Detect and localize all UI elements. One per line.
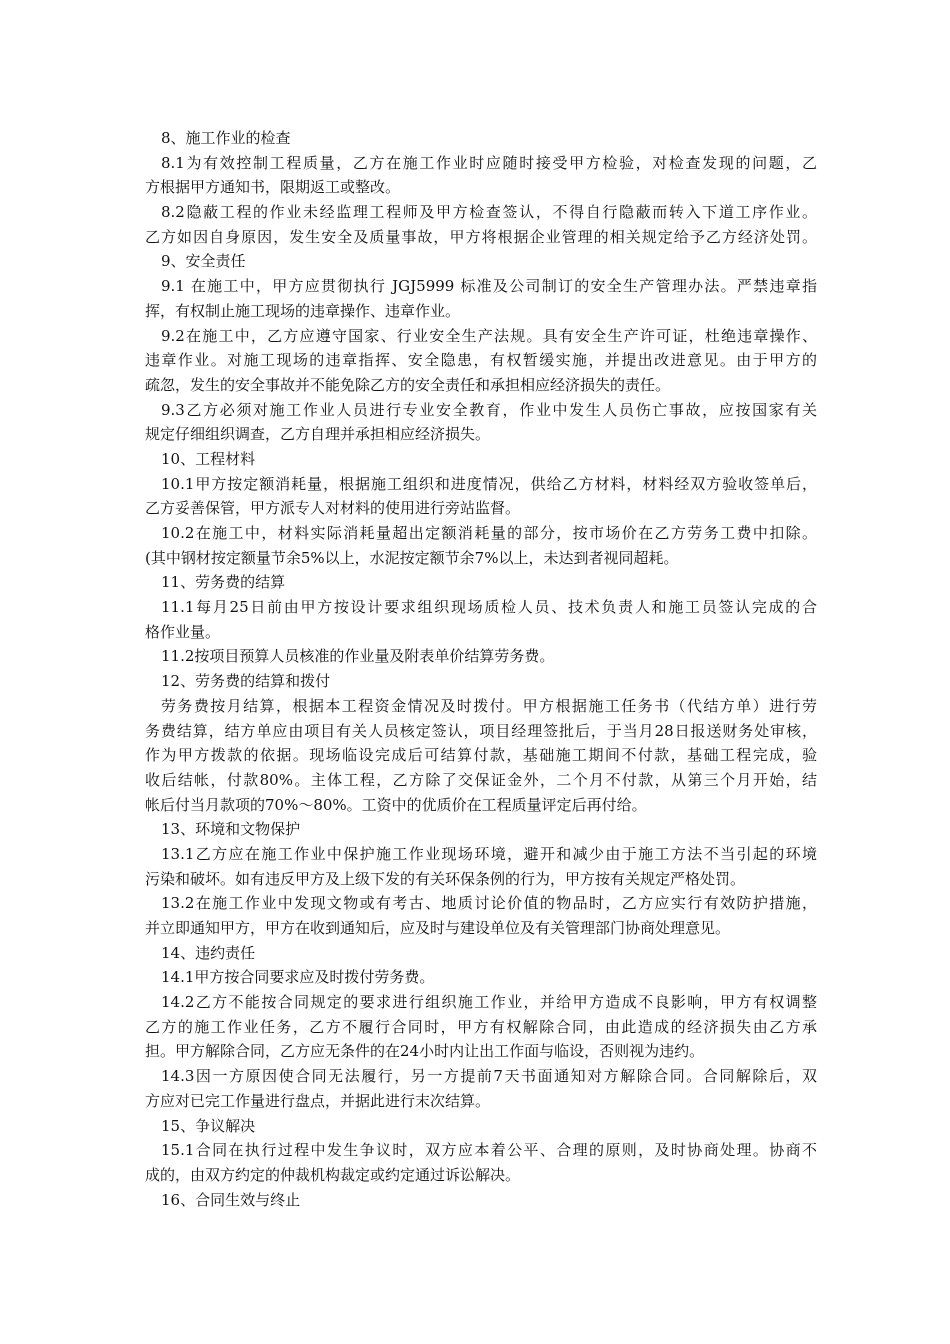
text-line: 疏忽，发生的安全事故并不能免除乙方的安全责任和承担相应经济损失的责任。 [145,375,671,394]
text-line: 9、安全责任 [161,252,246,271]
text-line: 16、合同生效与终止 [161,1190,301,1209]
text-line: 帐后付当月款项的70%～80%。工资中的优质价在工程质量评定后再付给。 [145,795,647,814]
text-line: 15.1合同在执行过程中发生争议时，双方应本着公平、合理的原则，及时协商处理。协商不 [161,1141,817,1160]
text-line: 并立即通知甲方，甲方在收到通知后，应及时与建设单位及有关管理部门协商处理意见。 [145,919,731,937]
text-line: 成的，由双方约定的仲裁机构裁定或约定通过诉讼解决。 [145,1165,521,1184]
text-line: 11、劳务费的结算 [161,573,286,592]
text-line: 8.2隐蔽工程的作业未经监理工程师及甲方检查签认，不得自行隐蔽而转入下道工序作业。 [161,203,817,222]
text-line: 9.2在施工中，乙方应遵守国家、行业安全生产法规。具有安全生产许可证，杜绝违章操作、 [161,326,817,345]
text-line: 方根据甲方通知书，限期返工或整改。 [145,178,401,197]
text-line: 方应对已完工作量进行盘点，并据此进行末次结算。 [145,1091,491,1110]
text-line: 挥，有权制止施工现场的违章操作、违章作业。 [145,301,461,320]
text-line: 14、违约责任 [161,943,256,962]
document-page [145,126,817,1212]
text-line: 8、施工作业的检查 [161,129,291,147]
text-line: 担。甲方解除合同，乙方应无条件的在24小时内让出工作面与临设，否则视为违约。 [145,1042,705,1061]
text-line: 14.1甲方按合同要求应及时拨付劳务费。 [161,968,435,987]
text-line: 10.2在施工中，材料实际消耗量超出定额消耗量的部分，按市场价在乙方劳务工费中扣除。 [161,524,817,542]
text-line: 15、争议解决 [161,1116,256,1135]
text-line: 乙方的施工作业任务，乙方不履行合同时，甲方有权解除合同，由此造成的经济损失由乙方承 [145,1017,817,1036]
text-line: 务费结算，结方单应由项目有关人员核定签认，项目经理签批后，于当月28日报送财务处审核， [145,721,817,740]
text-line: 9.3乙方必须对施工作业人员进行专业安全教育，作业中发生人员伤亡事故，应按国家有关 [161,400,817,419]
text-line: 14.2乙方不能按合同规定的要求进行组织施工作业，并给甲方造成不良影响，甲方有权调整 [161,993,817,1012]
text-line: 格作业量。 [145,622,221,641]
text-line: 污染和破坏。如有违反甲方及上级下发的有关环保条例的行为，甲方按有关规定严格处罚。 [145,869,746,888]
text-line: 乙方如因自身原因，发生安全及质量事故，甲方将根据企业管理的相关规定给予乙方经济处罚。 [145,227,817,246]
text-line: 作为甲方拨款的依据。现场临设完成后可结算付款，基础施工期间不付款，基础工程完成，验 [145,746,817,765]
text-line: 13、环境和文物保护 [161,820,301,839]
text-line: 规定仔细组织调查，乙方自理并承担相应经济损失。 [145,425,491,444]
text-line: 劳务费按月结算，根据本工程资金情况及时拨付。甲方根据施工任务书（代结方单）进行劳 [161,696,817,715]
text-line: 13.1乙方应在施工作业中保护施工作业现场环境，避开和减少由于施工方法不当引起的环境 [161,844,817,863]
text-line: 12、劳务费的结算和拨付 [161,672,331,691]
text-line: 收后结帐，付款80%。主体工程，乙方除了交保证金外，二个月不付款，从第三个月开始，结 [145,770,817,789]
text-line: 9.1 在施工中，甲方应贯彻执行 JGJ5999 标准及公司制订的安全生产管理办法。严禁违章指 [161,277,817,296]
text-line: 13.2在施工作业中发现文物或有考古、地质讨论价值的物品时，乙方应实行有效防护措施， [161,894,817,913]
text-line: 11.2按项目预算人员核准的作业量及附表单价结算劳务费。 [161,647,555,666]
text-line: 10、工程材料 [161,449,256,468]
text-line: (其中钢材按定额量节余5%以上，水泥按定额节余7%以上，未达到者视同超耗。 [145,548,679,567]
text-line: 14.3因一方原因使合同无法履行，另一方提前7天书面通知对方解除合同。合同解除后，双 [161,1067,817,1086]
text-line: 8.1为有效控制工程质量，乙方在施工作业时应随时接受甲方检验，对检查发现的问题，乙 [161,153,817,172]
text-line: 违章作业。对施工现场的违章指挥、安全隐患，有权暂缓实施，并提出改进意见。由于甲方的 [145,351,817,370]
text-line: 乙方妥善保管，甲方派专人对材料的使用进行旁站监督。 [145,499,521,518]
text-line: 11.1每月25日前由甲方按设计要求组织现场质检人员、技术负责人和施工员签认完成的合 [161,598,817,617]
text-line: 10.1甲方按定额消耗量，根据施工组织和进度情况，供给乙方材料，材料经双方验收签单后， [161,474,817,493]
